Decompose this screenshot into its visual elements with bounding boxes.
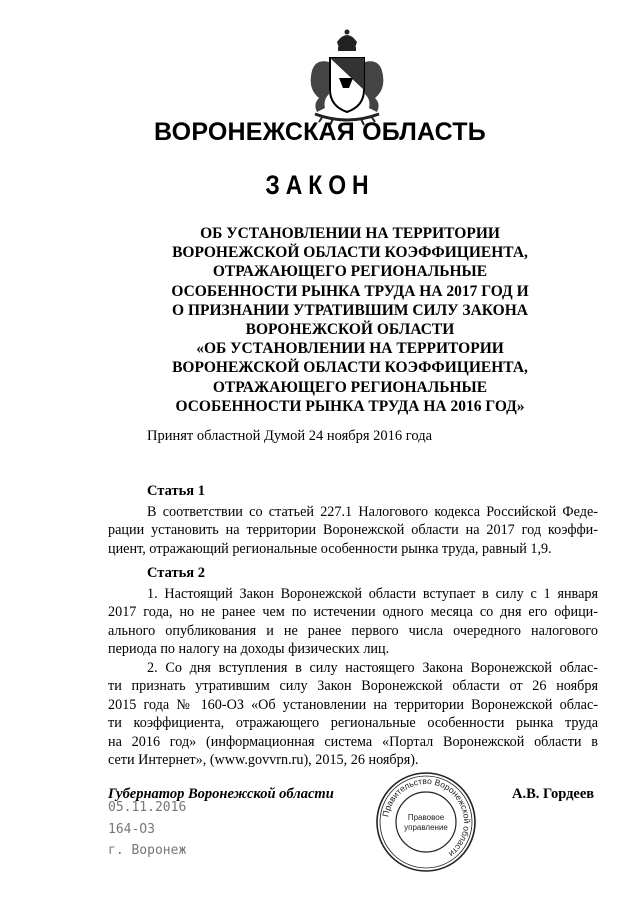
title-line: ОТРАЖАЮЩЕГО РЕГИОНАЛЬНЫЕ (212, 378, 488, 396)
article-1-text (108, 503, 598, 558)
title-line: «ОБ УСТАНОВЛЕНИИ НА ТЕРРИТОРИИ (196, 340, 504, 358)
signatory-name: А.В. Гордеев (512, 786, 595, 802)
text-line: 2. Со дня вступления в силу настоящего Закона Воронежской облас- (147, 660, 598, 676)
text-line: В соответствии со статьей 227.1 Налогового кодекса Российской Феде- (147, 504, 598, 520)
title-line: ВОРОНЕЖСКОЙ ОБЛАСТИ (245, 321, 455, 339)
title-line: ОСОБЕННОСТИ РЫНКА ТРУДА НА 2017 ГОД И (171, 282, 529, 300)
title-line: ОСОБЕННОСТИ РЫНКА ТРУДА НА 2016 ГОД» (175, 397, 525, 415)
official-stamp (374, 770, 478, 874)
coat-of-arms-emblem (303, 28, 391, 126)
stamped-number: 164-ОЗ (108, 822, 155, 837)
law-title (150, 224, 550, 416)
text-line: ти признать утратившим силу Закон Воронежской области от 26 ноября (108, 678, 598, 695)
text-line: периода по налогу на доходы физических лиц. (108, 641, 390, 658)
text-line: 1. Настоящий Закон Воронежской области вступает в силу с 1 января (147, 586, 598, 602)
text-line: 2015 года № 160-ОЗ «Об установлении на территории Воронежской облас- (108, 696, 598, 713)
text-line: сети Интернет», (www.govvrn.ru), 2015, 26 ноября). (108, 752, 419, 769)
stamped-date: 05.11.2016 (108, 800, 187, 815)
title-line: ОТРАЖАЮЩЕГО РЕГИОНАЛЬНЫЕ (212, 263, 488, 281)
title-line: ВОРОНЕЖСКОЙ ОБЛАСТИ КОЭФФИЦИЕНТА, (172, 359, 528, 377)
title-line: ОБ УСТАНОВЛЕНИИ НА ТЕРРИТОРИИ (200, 225, 500, 242)
article-2-heading: Статья 2 (147, 565, 205, 581)
article-2-para-1 (108, 585, 598, 659)
document-type: ЗАКОН (265, 170, 375, 200)
title-line: ВОРОНЕЖСКОЙ ОБЛАСТИ КОЭФФИЦИЕНТА, (172, 244, 528, 262)
signatory-position: Губернатор Воронежской области (108, 786, 334, 802)
text-line: на 2016 год» (информационная система «Портал Воронежской области в (108, 733, 598, 750)
svg-text:Правительство Воронежской обла: Правительство Воронежской области (380, 775, 473, 860)
text-line: циент, отражающий региональные особенности рынка труда, равный 1,9. (108, 540, 552, 557)
article-2-para-2 (108, 659, 598, 769)
text-line: рации установить на территории Воронежской области на 2017 год коэффи- (108, 522, 598, 539)
stamped-city: г. Воронеж (108, 843, 187, 858)
svg-text:управление: управление (404, 823, 448, 832)
text-line: 2017 года, но не ранее чем по истечении одного месяца со дня его офици- (108, 604, 598, 621)
svg-text:Правовое: Правовое (407, 813, 445, 822)
text-line: ти коэффициента, отражающего региональные особенности рынка труда (108, 715, 598, 732)
region-name: ВОРОНЕЖСКАЯ ОБЛАСТЬ (154, 118, 486, 146)
adoption-date: Принят областной Думой 24 ноября 2016 года (147, 428, 433, 444)
article-1-heading: Статья 1 (147, 483, 205, 499)
title-line: О ПРИЗНАНИИ УТРАТИВШИМ СИЛУ ЗАКОНА (172, 301, 528, 319)
text-line: ального опубликования и не ранее первого числа очередного налогового (108, 622, 598, 639)
